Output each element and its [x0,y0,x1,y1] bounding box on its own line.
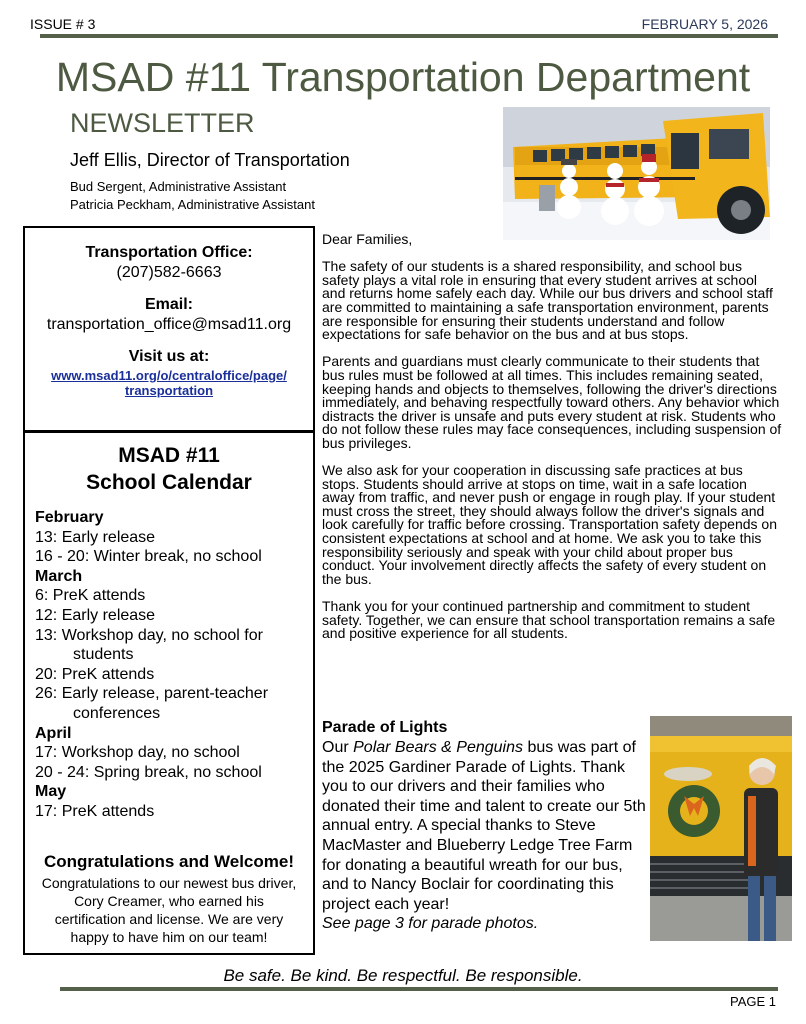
parade-see-page: See page 3 for parade photos. [322,915,539,933]
email-label: Email: [144,296,193,313]
parade-bus-name: Polar Bears & Penguins [353,739,523,756]
assistant-line: Bud Sergent, Administrative Assistant [70,179,287,194]
office-label: Transportation Office: [85,244,253,261]
director-name: Jeff Ellis, Director of Transportation [70,150,350,170]
calendar-title-line2: School Calendar [86,471,252,494]
bus-snowmen-photo [503,107,770,240]
congrats-heading: Congratulations and Welcome! [44,851,294,871]
calendar-month: May [35,783,67,801]
letter-body [322,233,782,654]
calendar-month: March [35,567,83,585]
bus-wreath-photo [650,716,792,941]
contact-box [23,226,315,433]
letter-paragraph: The safety of our students is a shared responsibility, and school bus safety plays a vital role in ensuring that every student arrives at school and returns home safely each day. While our bus drivers and school staff are committed to maintaining a safe transportation environment, parents are responsible for ensuring their students understand and follow expectations for safe behavior on the bus and at bus stops. [322,258,773,343]
calendar-title-line1: MSAD #11 [118,444,220,467]
assistant-line: Patricia Peckham, Administrative Assistant [70,197,315,212]
calendar-item: 12: Early release [35,606,156,624]
calendar-item: 26: Early release, parent-teacher conferences [35,685,269,722]
website-link[interactable] [25,368,313,398]
parade-heading: Parade of Lights [322,719,448,736]
calendar-item: 17: Workshop day, no school [35,744,240,762]
issue-number: ISSUE # 3 [30,16,96,32]
calendar-item: 17: PreK attends [35,802,155,820]
calendar-month: February [35,509,104,526]
page-number: PAGE 1 [729,994,776,1009]
issue-date: FEBRUARY 5, 2026 [641,16,768,32]
calendar-month: April [35,724,72,742]
office-email[interactable]: transportation_office@msad11.org [46,316,292,333]
calendar-item: 20 - 24: Spring break, no school [35,763,262,781]
calendar-item: 20: PreK attends [35,665,155,683]
parade-text: bus was part of the 2025 Gardiner Parade of Lights. Thank you to our drivers and their families who donated their time and talent to create our 5th annual entry. A special thanks to Steve MacMaster and Blueberry Ledge Tree Farm for donating a beautiful wreath for our bus, and to Nancy Boclair for coordinating this project each year! [322,739,646,913]
letter-greeting: Dear Families, [322,231,413,247]
bottom-divider [60,987,778,991]
newsletter-subtitle: NEWSLETTER [70,108,255,138]
top-divider [40,34,778,38]
visit-label: Visit us at: [128,348,210,365]
calendar-item: 6: PreK attends [35,587,146,605]
website-link-line1: www.msad11.org/o/centraloffice/page/ [51,368,287,383]
letter-paragraph: Thank you for your continued partnership and commitment to student safety. Together, we can ensure that school transportation remains a safe and positive experience for all students. [322,598,776,642]
footer-motto: Be safe. Be kind. Be respectful. Be responsible. [223,966,583,985]
congrats-body: Congratulations to our newest bus driver, Cory Creamer, who earned his certification and license. We are very happy to have him on our team! [41,874,297,945]
calendar-box [23,430,315,955]
letter-paragraph: Parents and guardians must clearly communicate to their students that bus rules must be followed at all times. This includes remaining seated, keeping hands and objects to themselves, following the driver's directions immediately, and behaving respectfully toward others. Any behavior which distracts the driver is unsafe and puts every student at risk. Students who do not follow these rules may face consequences, including suspension of bus privileges. [322,353,782,451]
calendar-list [35,508,313,822]
website-link-line2: transportation [124,383,214,398]
parade-body [322,738,652,934]
calendar-item: 13: Early release [35,528,156,546]
office-phone: (207)582-6663 [116,264,222,281]
parade-intro: Our [322,739,354,756]
calendar-item: 16 - 20: Winter break, no school [35,548,262,566]
page-title: MSAD #11 Transportation Department [55,54,751,100]
calendar-item: 13: Workshop day, no school for students [35,626,263,664]
calendar-title [25,442,313,496]
letter-paragraph: We also ask for your cooperation in discussing safe practices at bus stops. Students should arrive at stops on time, wait in a safe location away from traffic, and never push or engage in rough play. If your student must cross the street, they should always follow the driver's signals and look carefully for traffic before crossing. Transportation safety depends on consistent expectations at school and at home. We ask you to take this responsibility seriously and speak with your child about proper bus conduct. Your involvement directly affects the safety of every student on the bus. [322,462,777,587]
